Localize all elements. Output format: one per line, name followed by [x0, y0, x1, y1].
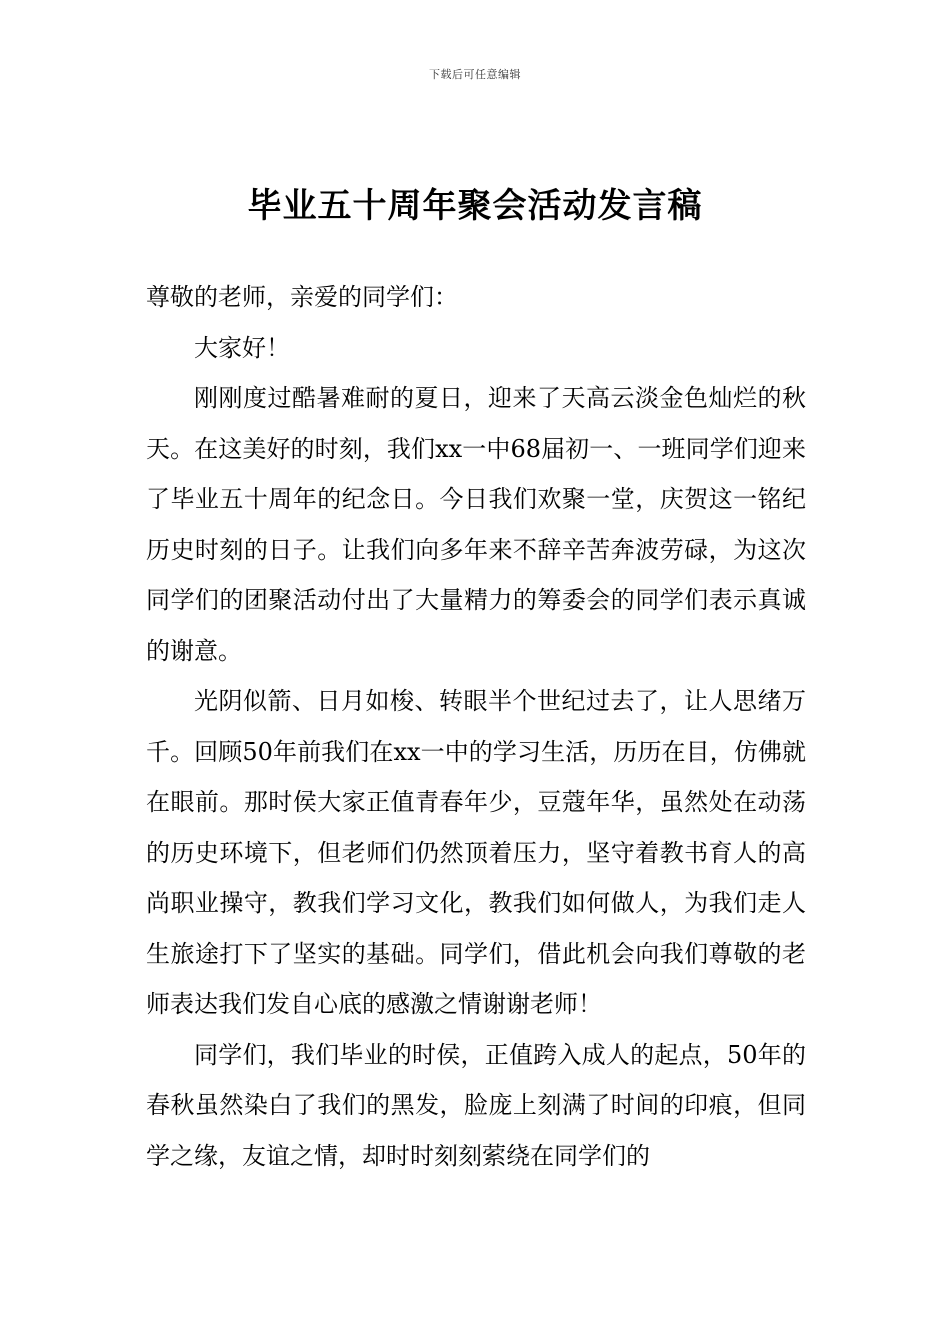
- paragraph-friendship: 同学们，我们毕业的时侯，正值跨入成人的起点，50年的春秋虽然染白了我们的黑发，脸庞上刻满了时间的印痕，但同学之缘，友谊之情，却时时刻刻萦绕在同学们的: [146, 1040, 806, 1170]
- paragraph-memories: 光阴似箭、日月如梭、转眼半个世纪过去了，让人思绪万千。回顾50年前我们在xx一中的学习生活，历历在目，仿佛就在眼前。那时侯大家正值青春年少，豆蔻年华，虽然处在动荡的历史环境下，但老师们仍然顶着压力，坚守着教书育人的高尚职业操守，教我们学习文化，教我们如何做人，为我们走人生旅途打下了坚实的基础。同学们，借此机会向我们尊敬的老师表达我们发自心底的感激之情谢谢老师！: [146, 687, 806, 1018]
- paragraph-opening: 刚刚度过酷暑难耐的夏日，迎来了天高云淡金色灿烂的秋天。在这美好的时刻，我们xx一中68届初一、一班同学们迎来了毕业五十周年的纪念日。今日我们欢聚一堂，庆贺这一铭纪历史时刻的日子。让我们向多年来不辞辛苦奔波劳碌，为这次同学们的团聚活动付出了大量精力的筹委会的同学们表示真诚的谢意。: [146, 384, 806, 665]
- header-note: 下载后可任意编辑: [429, 68, 521, 81]
- document-title: 毕业五十周年聚会活动发言稿: [247, 186, 703, 226]
- salutation: 尊敬的老师，亲爱的同学们：: [146, 283, 458, 311]
- document-body: [146, 272, 806, 1181]
- paragraph-greeting: 大家好！: [194, 333, 290, 362]
